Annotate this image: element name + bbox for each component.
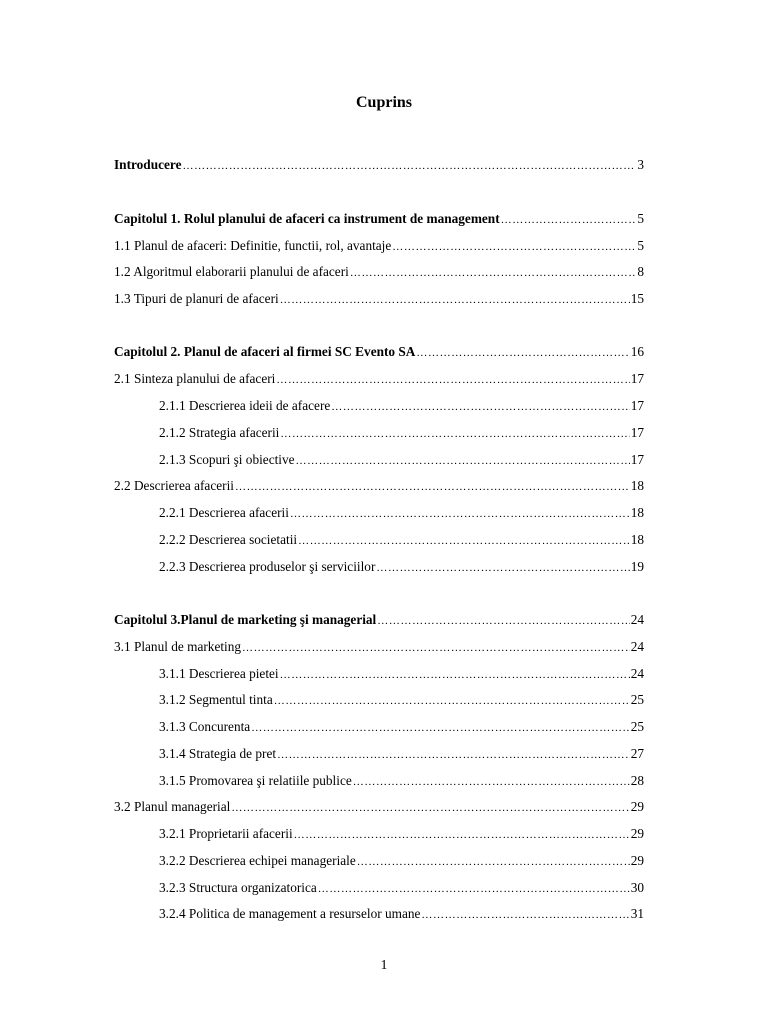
toc-entry-2-1[interactable] <box>114 370 644 388</box>
leader-dots <box>290 505 630 523</box>
toc-entry-2-2-2[interactable] <box>159 531 644 549</box>
toc-entry-page: 30 <box>630 880 644 895</box>
leader-dots <box>294 826 630 844</box>
toc-entry-label: 3.1 Planul de marketing <box>114 639 242 654</box>
toc-entry-capitolul-1[interactable] <box>114 210 644 228</box>
leader-dots <box>421 906 629 924</box>
toc-entry-page: 25 <box>630 719 644 734</box>
toc-entry-1-2[interactable] <box>114 263 644 281</box>
toc-entry-capitolul-3[interactable] <box>114 611 644 629</box>
leader-dots <box>242 639 630 657</box>
toc-entry-1-3[interactable] <box>114 290 644 308</box>
toc-entry-3-2-2[interactable] <box>159 852 644 870</box>
leader-dots <box>331 398 629 416</box>
leader-dots <box>357 853 630 871</box>
leader-dots <box>318 880 630 898</box>
toc-entry-label: 2.1.2 Strategia afacerii <box>159 425 280 440</box>
toc-entry-label: 3.2 Planul managerial <box>114 799 231 814</box>
toc-entry-page: 24 <box>630 639 644 654</box>
toc-entry-label: 2.1.1 Descrierea ideii de afacere <box>159 398 331 413</box>
toc-entry-2-1-3[interactable] <box>159 451 644 469</box>
toc-entry-page: 8 <box>637 264 644 279</box>
toc-entry-label: 1.2 Algoritmul elaborarii planului de afaceri <box>114 264 349 279</box>
toc-entry-label: 2.1.3 Scopuri şi obiective <box>159 452 295 467</box>
leader-dots <box>376 559 629 577</box>
toc-entry-page: 15 <box>630 291 644 306</box>
toc-entry-3-1[interactable] <box>114 638 644 656</box>
leader-dots <box>280 666 630 684</box>
toc-entry-3-2-1[interactable] <box>159 825 644 843</box>
toc-entry-page: 18 <box>630 478 644 493</box>
toc-entry-2-1-2[interactable] <box>159 424 644 442</box>
toc-entry-label: 3.1.5 Promovarea şi relatiile publice <box>159 773 352 788</box>
leader-dots <box>280 425 629 443</box>
toc-entry-page: 24 <box>630 666 644 681</box>
toc-entry-label: 3.1.1 Descrierea pietei <box>159 666 279 681</box>
toc-entry-label: Capitolul 3.Planul de marketing şi managerial <box>114 612 377 627</box>
toc-entry-label: Capitolul 1. Rolul planului de afaceri ca instrument de management <box>114 211 500 226</box>
toc-entry-label: 2.2.1 Descrierea afacerii <box>159 505 289 520</box>
leader-dots <box>350 264 637 282</box>
toc-entry-page: 17 <box>630 425 644 440</box>
toc-entry-1-1[interactable] <box>114 237 644 255</box>
toc-entry-label: 3.2.1 Proprietarii afacerii <box>159 826 293 841</box>
toc-entry-page: 25 <box>630 692 644 707</box>
toc-entry-2-2-1[interactable] <box>159 504 644 522</box>
toc-entry-page: 29 <box>630 826 644 841</box>
toc-entry-page: 18 <box>630 532 644 547</box>
toc-entry-2-2[interactable] <box>114 477 644 495</box>
toc-entry-page: 17 <box>630 371 644 386</box>
toc-entry-capitolul-2[interactable] <box>114 343 644 361</box>
toc-entry-label: Introducere <box>114 157 182 172</box>
toc-entry-3-1-2[interactable] <box>159 691 644 709</box>
toc-entry-2-2-3[interactable] <box>159 558 644 576</box>
toc-entry-label: Capitolul 2. Planul de afaceri al firmei SC Evento SA <box>114 344 416 359</box>
toc-entry-3-1-5[interactable] <box>159 772 644 790</box>
leader-dots <box>298 532 630 550</box>
leader-dots <box>392 238 636 256</box>
leader-dots <box>235 478 630 496</box>
page-number: 1 <box>380 958 388 973</box>
leader-dots <box>276 371 629 389</box>
toc-entry-label: 1.3 Tipuri de planuri de afaceri <box>114 291 279 306</box>
toc-entry-label: 2.1 Sinteza planului de afaceri <box>114 371 276 386</box>
toc-entry-label: 3.2.2 Descrierea echipei manageriale <box>159 853 356 868</box>
toc-entry-2-1-1[interactable] <box>159 397 644 415</box>
toc-entry-page: 24 <box>630 612 644 627</box>
toc-entry-page: 19 <box>630 559 644 574</box>
toc-entry-introducere[interactable] <box>114 156 644 174</box>
toc-entry-label: 3.1.4 Strategia de pret <box>159 746 277 761</box>
toc-entry-3-2-4[interactable] <box>159 905 644 923</box>
toc-entry-page: 28 <box>630 773 644 788</box>
leader-dots <box>251 719 629 737</box>
toc-entry-label: 3.2.4 Politica de management a resurselor umane <box>159 906 421 921</box>
toc-entry-label: 2.2.2 Descrierea societatii <box>159 532 298 547</box>
toc-entry-label: 3.1.3 Concurenta <box>159 719 251 734</box>
toc-entry-label: 3.2.3 Structura organizatorica <box>159 880 317 895</box>
leader-dots <box>377 612 629 630</box>
toc-entry-3-1-1[interactable] <box>159 665 644 683</box>
toc-entry-page: 5 <box>637 211 644 226</box>
leader-dots <box>182 157 636 175</box>
toc-entry-page: 29 <box>630 853 644 868</box>
toc-entry-3-2[interactable] <box>114 798 644 816</box>
toc-entry-page: 17 <box>630 452 644 467</box>
leader-dots <box>416 344 629 362</box>
leader-dots <box>501 211 637 229</box>
toc-entry-page: 27 <box>630 746 644 761</box>
toc-entry-page: 31 <box>630 906 644 921</box>
leader-dots <box>353 773 630 791</box>
leader-dots <box>277 746 630 764</box>
toc-entry-page: 16 <box>630 344 644 359</box>
toc-entry-label: 2.2.3 Descrierea produselor şi serviciilor <box>159 559 376 574</box>
toc-entry-page: 5 <box>637 238 644 253</box>
leader-dots <box>296 452 630 470</box>
toc-entry-page: 17 <box>630 398 644 413</box>
toc-entry-page: 29 <box>630 799 644 814</box>
toc-entry-3-1-4[interactable] <box>159 745 644 763</box>
leader-dots <box>231 799 629 817</box>
leader-dots <box>280 291 630 309</box>
toc-entry-page: 3 <box>637 157 644 172</box>
toc-title: Cuprins <box>355 94 413 111</box>
toc-entry-3-2-3[interactable] <box>159 879 644 897</box>
toc-entry-label: 2.2 Descrierea afacerii <box>114 478 234 493</box>
toc-entry-3-1-3[interactable] <box>159 718 644 736</box>
leader-dots <box>274 692 630 710</box>
toc-entry-label: 3.1.2 Segmentul tinta <box>159 692 273 707</box>
toc-entry-label: 1.1 Planul de afaceri: Definitie, functii, rol, avantaje <box>114 238 392 253</box>
toc-entry-page: 18 <box>630 505 644 520</box>
